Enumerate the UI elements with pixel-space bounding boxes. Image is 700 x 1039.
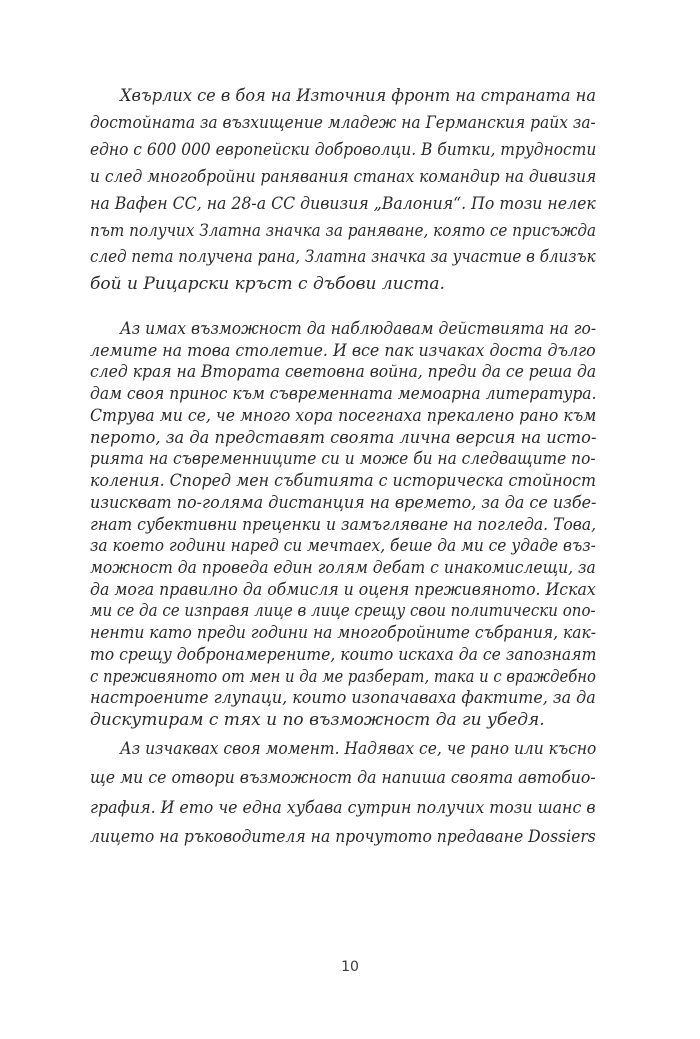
text-line: можност да проведа един голям дебат с инакомислещи, за (90, 557, 596, 578)
text-line: Хвърлих се в боя на Източния фронт на страната на (120, 86, 596, 106)
text-line: след пета получена рана, Златна значка за участие в близък (90, 247, 596, 268)
text-line: рията на съвременниците си и може би на следващите по- (90, 449, 596, 470)
text-line: дам своя принос към съвременната мемоарна литература. (90, 384, 597, 405)
text-line: ненти като преди години на многобройните събрания, как- (90, 623, 597, 644)
text-line: коления. Според мен събитията с историческа стойност (90, 471, 597, 492)
text-line: ми се да се изправя лице в лице срещу свои политически опо- (90, 601, 596, 622)
text-line: ще ми се отвори възможност да напиша своята автобио- (90, 768, 596, 789)
text-line: то срещу добронамерените, които искаха да се запознаят (90, 644, 597, 665)
text-line: гнат субективни преценки и замъгляване на погледа. Това, (90, 514, 597, 535)
text-line: дискутирам с тях и по възможност да ги убедя. (90, 710, 545, 730)
text-line: Аз изчаквах своя момент. Надявах се, че рано или късно (120, 739, 597, 759)
text-line: бой и Рицарски кръст с дъбови листа. (90, 274, 445, 295)
text-line: изискват по-голяма дистанция на времето, за да се избе- (90, 492, 597, 513)
text-line: едно с 600 000 европейски доброволци. В битки, трудности (90, 139, 597, 160)
text-line: достойната за възхищение младеж на Германския райх за- (90, 112, 596, 133)
text-line: лемите на това столетие. И все пак изчаках доста дълго (90, 340, 596, 361)
text-line: да мога правилно да обмисля и оценя преживяното. Исках (90, 579, 596, 600)
text-line: перото, за да представят своята лична версия на исто- (90, 427, 597, 448)
text-line: на Вафен СС, на 28-а СС дивизия „Валония“. По този нелек (90, 193, 596, 214)
text-line: и след многобройни ранявания станах командир на дивизия (90, 166, 597, 187)
text-line: с преживяното от мен и да ме разберат, така и с враждебно (90, 666, 596, 687)
text-line: след края на Втората световна война, преди да се реша да (90, 362, 597, 383)
text-line: за което години наред си мечтаех, беше да ми се удаде въз- (90, 536, 596, 557)
page-number: 10 (341, 959, 359, 975)
text-line: Аз имах възможност да наблюдавам действията на го- (120, 319, 597, 339)
text-line: графия. И ето че една хубава сутрин получих този шанс в (90, 797, 596, 818)
text-line: път получих Златна значка за раняване, която се присъжда (90, 220, 597, 241)
text-line: Струва ми се, че много хора посегнаха прекалено рано към (90, 405, 597, 426)
text-line: лицето на ръководителя на прочутото предаване Dossiers (90, 826, 596, 847)
text-line: настроените глупаци, които изопачаваха фактите, за да (90, 688, 596, 709)
